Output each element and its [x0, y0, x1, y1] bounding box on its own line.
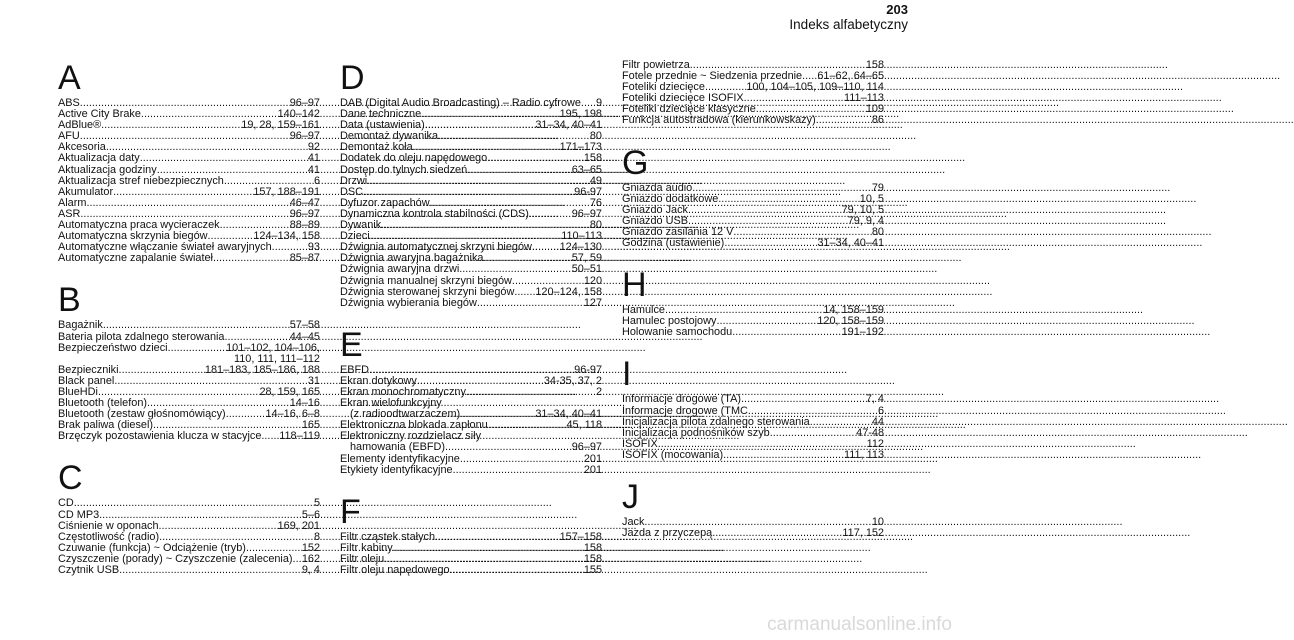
- index-section: [340, 327, 602, 476]
- entry-term: Dzieci: [340, 230, 370, 243]
- entry-pages: 117, 152: [842, 527, 884, 540]
- entry-term: Automatyczne włączanie świateł awaryjnych: [58, 241, 272, 254]
- entry-pages: 6: [313, 174, 320, 187]
- entry-pages: 165: [301, 419, 320, 432]
- dot-leader: [732, 327, 840, 338]
- entry-pages: 57, 59: [571, 252, 602, 265]
- dot-leader: [466, 387, 595, 398]
- dot-leader: [450, 565, 583, 576]
- section-letter: A: [58, 59, 81, 97]
- entry-term: DAB (Digital Audio Broadcasting) – Radio cyfrowe: [340, 97, 581, 109]
- entry-pages: 96-97: [574, 363, 602, 376]
- entry-term: Czytnik USB: [58, 564, 120, 576]
- entry-term: AFU: [58, 130, 80, 143]
- entry-pages: 96–97: [289, 207, 320, 220]
- entry-pages: 76: [589, 196, 602, 209]
- entry-pages: 195, 198: [559, 108, 602, 121]
- entry-term: ISOFIX: [622, 437, 658, 450]
- entry-list: [340, 532, 602, 576]
- dot-leader: [261, 431, 278, 442]
- entry-term: Filtr powietrza: [622, 59, 690, 71]
- index-section: [622, 356, 884, 461]
- entry-term: Bezpieczniki: [58, 363, 119, 376]
- entry-pages: 140–142: [277, 108, 320, 121]
- entry-pages: 93: [307, 241, 320, 254]
- entry-term: Dostęp do tylnych siedzeń: [340, 163, 468, 176]
- dot-leader: [741, 394, 865, 405]
- entry-pages: 41: [307, 152, 320, 165]
- index-entry: [58, 153, 320, 164]
- index-section: [622, 479, 884, 539]
- entry-pages: 79: [871, 181, 884, 194]
- index-section: [58, 60, 320, 264]
- index-entry: [58, 431, 320, 442]
- entry-term: Foteliki dziecięce: [622, 81, 705, 94]
- index-column-1: [58, 60, 320, 594]
- entry-term: Filtr cząstek stałych: [340, 530, 436, 543]
- index-column-2: [340, 60, 602, 594]
- section-letter: D: [340, 59, 365, 97]
- index-entry: [58, 510, 320, 521]
- entry-pages: 201: [583, 463, 602, 476]
- entry-term: Filtr oleju: [340, 552, 385, 565]
- entry-pages: 6: [877, 404, 884, 417]
- entry-term: Aktualizacja godziny: [58, 163, 157, 176]
- entry-pages: 92: [307, 141, 320, 154]
- index-entry: [340, 264, 602, 275]
- entry-term: Czuwanie (funkcja) ~ Odciążenie (tryb): [58, 541, 246, 554]
- entry-pages: 28, 159, 165: [259, 385, 320, 398]
- index-section: [622, 267, 884, 338]
- entry-list: [622, 517, 884, 539]
- entry-term: Dźwignia awaryjna bagażnika: [340, 252, 484, 265]
- dot-leader: [453, 465, 583, 476]
- entry-term: Demontaż dywanika: [340, 130, 439, 143]
- index-entry: [58, 332, 320, 343]
- dot-leader: [724, 238, 816, 249]
- entry-pages: 80: [871, 225, 884, 238]
- index-entry: [622, 394, 884, 405]
- entry-pages: 63–65: [571, 163, 602, 176]
- entry-pages: 152: [301, 541, 320, 554]
- entry-pages: 49: [589, 174, 602, 187]
- dot-leader: [99, 510, 301, 521]
- entry-term: Filtr kabiny: [340, 541, 393, 554]
- entry-term: Dodatek do oleju napędowego: [340, 152, 488, 165]
- index-section: [58, 282, 320, 442]
- index-entry: [58, 320, 320, 331]
- entry-term: Gniazdo zasilania 12 V: [622, 225, 734, 238]
- entry-term: Elektroniczny rozdzielacz siły: [340, 430, 482, 443]
- entry-term: Aktualizacja daty: [58, 152, 140, 165]
- index-entry: [340, 442, 602, 453]
- dot-leader: [748, 406, 877, 417]
- dot-leader: [723, 450, 843, 461]
- entry-term: Dźwignia sterowanej skrzyni biegów: [340, 285, 515, 298]
- entry-term: Brak paliwa (diesel): [58, 419, 154, 432]
- entry-pages: 31: [307, 374, 320, 387]
- entry-term: Bluetooth (telefon): [58, 397, 147, 410]
- entry-pages: 47-48: [856, 426, 884, 439]
- entry-term: Automatyczna praca wycieraczek: [58, 219, 220, 232]
- entry-term: Automatyczna skrzynia biegów: [58, 230, 208, 243]
- dot-leader: [512, 276, 583, 287]
- index-entry: [622, 406, 884, 417]
- entry-term: CD: [58, 497, 74, 510]
- entry-term: Inicjalizacja podnośników szyb: [622, 426, 770, 439]
- entry-pages: 171–173: [559, 141, 602, 154]
- dot-leader: [157, 165, 307, 176]
- dot-leader: [477, 298, 583, 309]
- index-entry: [58, 253, 320, 264]
- entry-pages: 9: [595, 97, 602, 109]
- entry-pages: 9, 4: [301, 564, 320, 576]
- entry-term: Ciśnienie w oponach: [58, 519, 159, 532]
- entry-term: Etykiety identyfikacyjne: [340, 463, 453, 476]
- index-section: [58, 460, 320, 576]
- entry-term: Akcesoria: [58, 141, 106, 154]
- dot-leader: [225, 332, 289, 343]
- entry-term: Częstotliwość (radio): [58, 530, 160, 543]
- dot-leader: [74, 498, 313, 509]
- entry-pages: 96–97: [571, 207, 602, 220]
- section-letter: B: [58, 281, 81, 320]
- entry-term: Filtr oleju napędowego: [340, 564, 450, 576]
- entry-pages: 96-97: [574, 185, 602, 198]
- entry-pages: 31–34, 40–41: [817, 237, 884, 250]
- entry-pages: 7, 4: [865, 393, 884, 406]
- index-entry: [340, 454, 602, 465]
- entry-pages: 8: [313, 530, 320, 543]
- entry-term: CD MP3: [58, 508, 100, 521]
- entry-term: Ekran monochromatyczny: [340, 385, 466, 398]
- entry-pages: 118–119: [279, 430, 320, 443]
- section-letter: F: [340, 492, 361, 531]
- dot-leader: [692, 183, 871, 194]
- dot-leader: [712, 528, 841, 539]
- entry-term: Dane techniczne: [340, 108, 422, 121]
- entry-pages: 44–45: [289, 330, 320, 343]
- entry-pages: 158: [583, 541, 602, 554]
- entry-term: ISOFIX (mocowania): [622, 448, 724, 461]
- entry-pages: 10: [871, 515, 884, 528]
- entry-pages: 155: [583, 564, 602, 576]
- index-section: [340, 494, 602, 576]
- entry-pages: 46–47: [289, 196, 320, 209]
- index-entry: [622, 115, 884, 126]
- dot-leader: [460, 454, 583, 465]
- entry-term: Gniazdo Jack: [622, 203, 688, 216]
- entry-term: Foteliki dziecięce ISOFIX: [622, 92, 744, 105]
- entry-term: BlueHDi: [58, 385, 98, 398]
- entry-pages: 101–102, 104–106,: [226, 341, 320, 354]
- index-entry: [58, 498, 320, 509]
- entry-pages: 111–113: [844, 92, 884, 105]
- entry-term: Godzina (ustawienie): [622, 237, 725, 250]
- entry-list: [58, 98, 320, 264]
- index-section: [622, 60, 884, 127]
- entry-term: Gniazda audio: [622, 181, 693, 194]
- dot-leader: [140, 153, 307, 164]
- entry-pages: 127: [583, 296, 602, 309]
- entry-pages: 88–89: [289, 219, 320, 232]
- entry-pages: 61–62, 64–65: [817, 70, 884, 83]
- index-section: [340, 60, 602, 309]
- index-entry: [622, 528, 884, 539]
- entry-term: Jack: [622, 515, 645, 528]
- index-entry: [340, 165, 602, 176]
- entry-term: Active City Brake: [58, 108, 141, 121]
- entry-term: Gniazdo dodatkowe: [622, 192, 719, 205]
- dot-leader: [488, 420, 566, 431]
- entry-term: Drzwi: [340, 174, 368, 187]
- entry-pages: 80: [589, 219, 602, 232]
- entry-pages: 191–192: [841, 326, 884, 339]
- watermark: carmanualsonline.info: [767, 614, 952, 635]
- entry-pages: 31–34, 40–41: [535, 408, 602, 421]
- entry-pages: 124–130: [559, 241, 602, 254]
- entry-term: AdBlue®: [58, 119, 102, 132]
- entry-term: Ekran dotykowy: [340, 374, 417, 387]
- entry-list: [622, 305, 884, 338]
- entry-pages: 19, 28, 159–161: [241, 119, 320, 132]
- entry-pages: 201: [583, 452, 602, 465]
- entry-pages: 85–87: [289, 252, 320, 265]
- entry-term: Bezpieczeństwo dzieci: [58, 341, 168, 354]
- entry-pages: 10, 5: [859, 192, 884, 205]
- entry-pages: 110–113: [561, 230, 602, 243]
- entry-pages: 14–16, 6–8: [265, 408, 320, 421]
- entry-term: Elektroniczna blokada zapłonu: [340, 419, 488, 432]
- dot-leader: [487, 153, 583, 164]
- entry-term: Black panel: [58, 374, 115, 387]
- entry-pages: 162: [301, 552, 320, 565]
- entry-term: Bagażnik: [58, 319, 103, 332]
- index-column-3: [622, 60, 884, 557]
- entry-term: Data (ustawienia): [340, 119, 425, 132]
- entry-pages: 158: [583, 152, 602, 165]
- entry-pages: 5: [313, 497, 320, 510]
- entry-term: DSC: [340, 185, 363, 198]
- entry-term: EBFD: [340, 363, 370, 376]
- entry-pages: 79, 9, 4: [847, 214, 884, 227]
- entry-term: Czyszczenie (porady) ~ Czyszczenie (zalecenia): [58, 552, 293, 565]
- entry-list: [58, 320, 320, 442]
- entry-pages: 96–97: [289, 130, 320, 143]
- entry-pages: 124–134, 158: [253, 230, 320, 243]
- entry-term: Inicjalizacja pilota zdalnego sterowania: [622, 415, 810, 428]
- entry-list: [622, 60, 884, 127]
- entry-pages: 112: [866, 437, 884, 450]
- dot-leader: [467, 165, 571, 176]
- entry-pages: 14, 158–159: [823, 304, 884, 317]
- entry-pages: 31–34, 40–41: [535, 119, 602, 132]
- entry-pages: 44: [871, 415, 884, 428]
- entry-term: ASR: [58, 207, 81, 220]
- entry-term: Demontaż koła: [340, 141, 413, 154]
- dot-leader: [168, 343, 226, 354]
- dot-leader: [119, 565, 301, 576]
- entry-term: Dźwignia wybierania biegów: [340, 296, 477, 309]
- entry-term: ABS: [58, 97, 80, 109]
- index-entry: [340, 276, 602, 287]
- entry-term: Dźwignia automatycznej skrzyni biegów: [340, 241, 532, 254]
- entry-pages: 86: [871, 114, 884, 127]
- entry-term: Hamulec postojowy: [622, 315, 717, 328]
- entry-list: [340, 98, 602, 309]
- entry-pages: 157, 188–191: [253, 185, 320, 198]
- entry-pages: 80: [589, 130, 602, 143]
- entry-pages: 50–51: [571, 263, 602, 276]
- index-entry: [622, 327, 884, 338]
- page-number: 203: [886, 2, 908, 17]
- entry-term: Brzęczyk pozostawienia klucza w stacyjce: [58, 430, 262, 443]
- entry-pages: 45, 118: [566, 419, 602, 432]
- entry-term: Holowanie samochodu: [622, 326, 733, 339]
- entry-term: hamowania (EBFD): [350, 441, 446, 454]
- entry-pages: 120, 158–159: [817, 315, 884, 328]
- entry-pages: 120: [583, 274, 602, 287]
- entry-term: Elementy identyfikacyjne: [340, 452, 460, 465]
- entry-term: Automatyczne zapalanie świateł: [58, 252, 213, 265]
- entry-pages: 57–58: [289, 319, 320, 332]
- entry-pages: 14–16: [289, 397, 320, 410]
- entry-pages: 5–6: [301, 508, 320, 521]
- entry-term: (z radioodtwarzaczem): [350, 408, 461, 421]
- entry-term: Bluetooth (zestaw głośnomówiący): [58, 408, 226, 421]
- entry-term: Bateria pilota zdalnego sterowania: [58, 330, 225, 343]
- section-letter: E: [340, 325, 363, 364]
- dot-leader: [445, 442, 571, 453]
- index-entry: [340, 465, 602, 476]
- dot-leader: [816, 115, 871, 126]
- entry-pages: 158: [583, 552, 602, 565]
- entry-pages: 41: [307, 163, 320, 176]
- index-entry: [58, 165, 320, 176]
- entry-pages-continuation: 110, 111, 111–112: [234, 352, 320, 365]
- section-letter: H: [622, 266, 647, 305]
- index-entry: [622, 183, 884, 194]
- dot-leader: [459, 264, 570, 275]
- entry-pages: 158: [865, 59, 884, 71]
- entry-pages: 109: [865, 103, 884, 116]
- entry-pages: 96–97: [571, 441, 602, 454]
- entry-pages: 169, 201: [277, 519, 320, 532]
- entry-list: [58, 498, 320, 576]
- section-letter: J: [622, 477, 639, 516]
- entry-term: Dynamiczna kontrola stabilności (CDS): [340, 207, 529, 220]
- entry-term: Funkcja autostradowa (kierunkowskazy): [622, 114, 816, 127]
- section-letter: G: [622, 143, 649, 182]
- entry-pages: 2: [595, 385, 602, 398]
- page-title: Indeks alfabetyczny: [789, 17, 908, 32]
- dot-leader: [103, 320, 289, 331]
- entry-pages: 79, 10, 5: [841, 203, 884, 216]
- entry-term: Dźwignia awaryjna drzwi: [340, 263, 460, 276]
- index-section: [622, 145, 884, 250]
- entry-term: Foteliki dziecięce klasyczne: [622, 103, 756, 116]
- index-entry: [340, 298, 602, 309]
- entry-term: Dźwignia manualnej skrzyni biegów: [340, 274, 512, 287]
- index-entry: [622, 450, 884, 461]
- index-entry: [58, 565, 320, 576]
- entry-term: Akumulator: [58, 185, 114, 198]
- entry-term: Jazda z przyczepą: [622, 527, 713, 540]
- entry-pages: 96–97: [289, 97, 320, 109]
- entry-pages: 111, 113: [844, 448, 884, 461]
- section-letter: I: [622, 355, 632, 394]
- entry-term: Informacje drogowe (TA): [622, 393, 742, 406]
- entry-term: Dyfuzor zapachów: [340, 196, 430, 209]
- entry-term: Dywanik: [340, 219, 382, 232]
- entry-pages: 181–183, 185–186, 188: [204, 363, 320, 376]
- entry-pages: 34-35, 37, 2: [543, 374, 602, 387]
- index-entry: [622, 238, 884, 249]
- entry-term: Gniazdo USB: [622, 214, 688, 227]
- entry-pages: 120–124, 158: [535, 285, 602, 298]
- entry-pages: 157–158: [559, 530, 602, 543]
- dot-leader: [213, 253, 289, 264]
- entry-term: Fotele przednie ~ Siedzenia przednie: [622, 70, 803, 83]
- index-entry: [340, 153, 602, 164]
- entry-term: Alarm: [58, 196, 87, 209]
- entry-list: [622, 183, 884, 250]
- entry-list: [340, 365, 602, 476]
- entry-list: [622, 394, 884, 461]
- entry-term: Informacje drogowe (TMC: [622, 404, 748, 417]
- section-letter: C: [58, 459, 83, 498]
- entry-term: Hamulce: [622, 304, 665, 317]
- entry-pages: 100, 104–105, 109–110, 114: [746, 81, 884, 94]
- entry-term: Ekran wielofunkcyjny: [340, 397, 442, 410]
- index-entry: [340, 565, 602, 576]
- entry-term: Aktualizacja stref niebezpiecznych: [58, 174, 224, 187]
